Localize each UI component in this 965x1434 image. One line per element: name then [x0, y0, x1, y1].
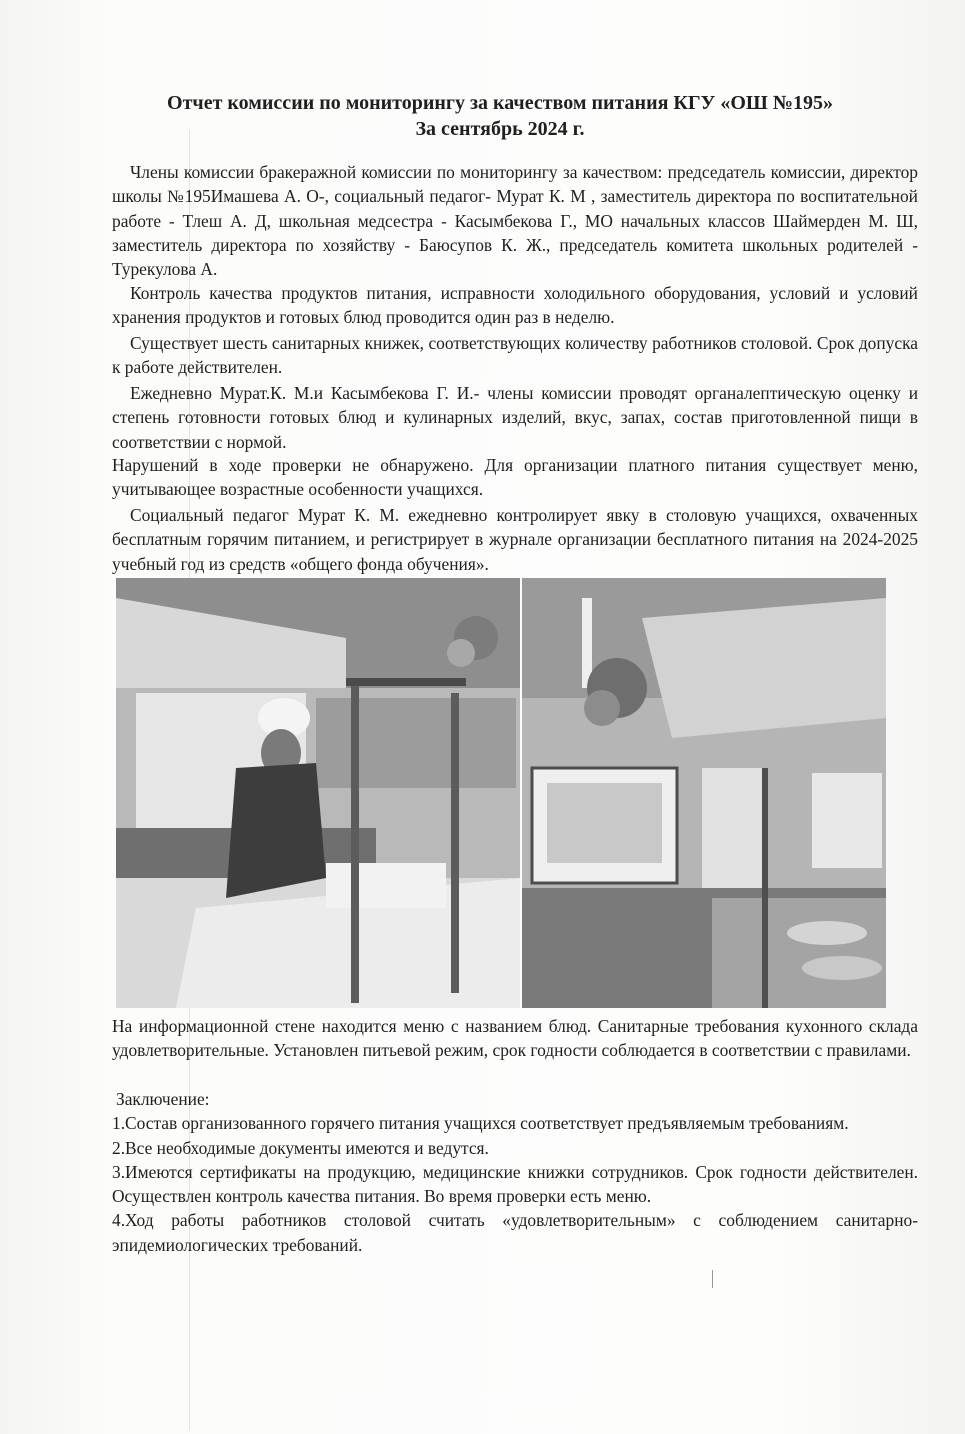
title-line-1: Отчет комиссии по мониторингу за качеством питания КГУ «ОШ №195» — [167, 92, 833, 114]
conclusion-item-2: 2.Все необходимые документы имеются и ведутся. — [112, 1137, 489, 1158]
conclusion-block — [112, 1087, 918, 1257]
members-paragraph: Члены комиссии бракеражной комиссии по мониторингу за качеством: председатель комиссии, директор школы №195Имашева А. О-, социальный педагог- Мурат К. М , заместитель директора по воспитательной работе - Тлеш А. Д, школьная медсестра - Касымбекова Г., МО начальных классов Шаймерден М. Ш, заместитель директора по хозяйству - Баюсупов К. Ж., председатель комитета школьных родителей - Турекулова А. — [112, 162, 918, 280]
daily-check-paragraph: Ежедневно Мурат.К. М.и Касымбекова Г. И.- члены комиссии проводят органалептическую оценку и степень готовности готовых блюд и кулинарных изделий, вкус, запах, состав приготовленной пищи в соответствии с нормой. — [112, 383, 918, 452]
kitchen-photo-right — [522, 578, 886, 1008]
conclusion-heading: Заключение: — [116, 1089, 210, 1109]
books-paragraph: Существует шесть санитарных книжек, соответствующих количеству работников столовой. Срок допуска к работе действителен. — [112, 333, 918, 378]
control-paragraph: Контроль качества продуктов питания, исправности холодильного оборудования, условий и условий хранения продуктов и готовых блюд проводится один раз в неделю. — [112, 283, 918, 328]
info-wall-paragraph: На информационной стене находится меню с названием блюд. Санитарные требования кухонного склада удовлетворительные. Установлен питьевой режим, срок годности соблюдается в соответствии с правилами. — [112, 1016, 918, 1061]
scan-mark — [712, 1270, 713, 1288]
document-title — [120, 90, 880, 142]
conclusion-item-1: 1.Состав организованного горячего питания учащихся соответствует предъявляемым требованиям. — [112, 1113, 849, 1134]
kitchen-photo-left — [116, 578, 520, 1008]
violations-paragraph: Нарушений в ходе проверки не обнаружено. Для организации платного питания существует меню, учитывающее возрастные особенности учащихся. — [112, 455, 918, 500]
conclusion-item-4: 4.Ход работы работников столовой считать «удовлетворительным» с соблюдением санитарно-эпидемиологических требований. — [112, 1210, 918, 1255]
title-line-2: За сентябрь 2024 г. — [415, 118, 585, 140]
conclusion-item-3: 3.Имеются сертификаты на продукцию, медицинские книжки сотрудников. Срок годности действителен. Осуществлен контроль качества питания. Во время проверки есть меню. — [112, 1161, 918, 1207]
social-pedagog-paragraph: Социальный педагог Мурат К. М. ежедневно контролирует явку в столовую учащихся, охваченных бесплатным горячим питанием, и регистрирует в журнале организации бесплатного питания на 2024-2025 учебный год из средств «общего фонда обучения». — [112, 505, 918, 574]
